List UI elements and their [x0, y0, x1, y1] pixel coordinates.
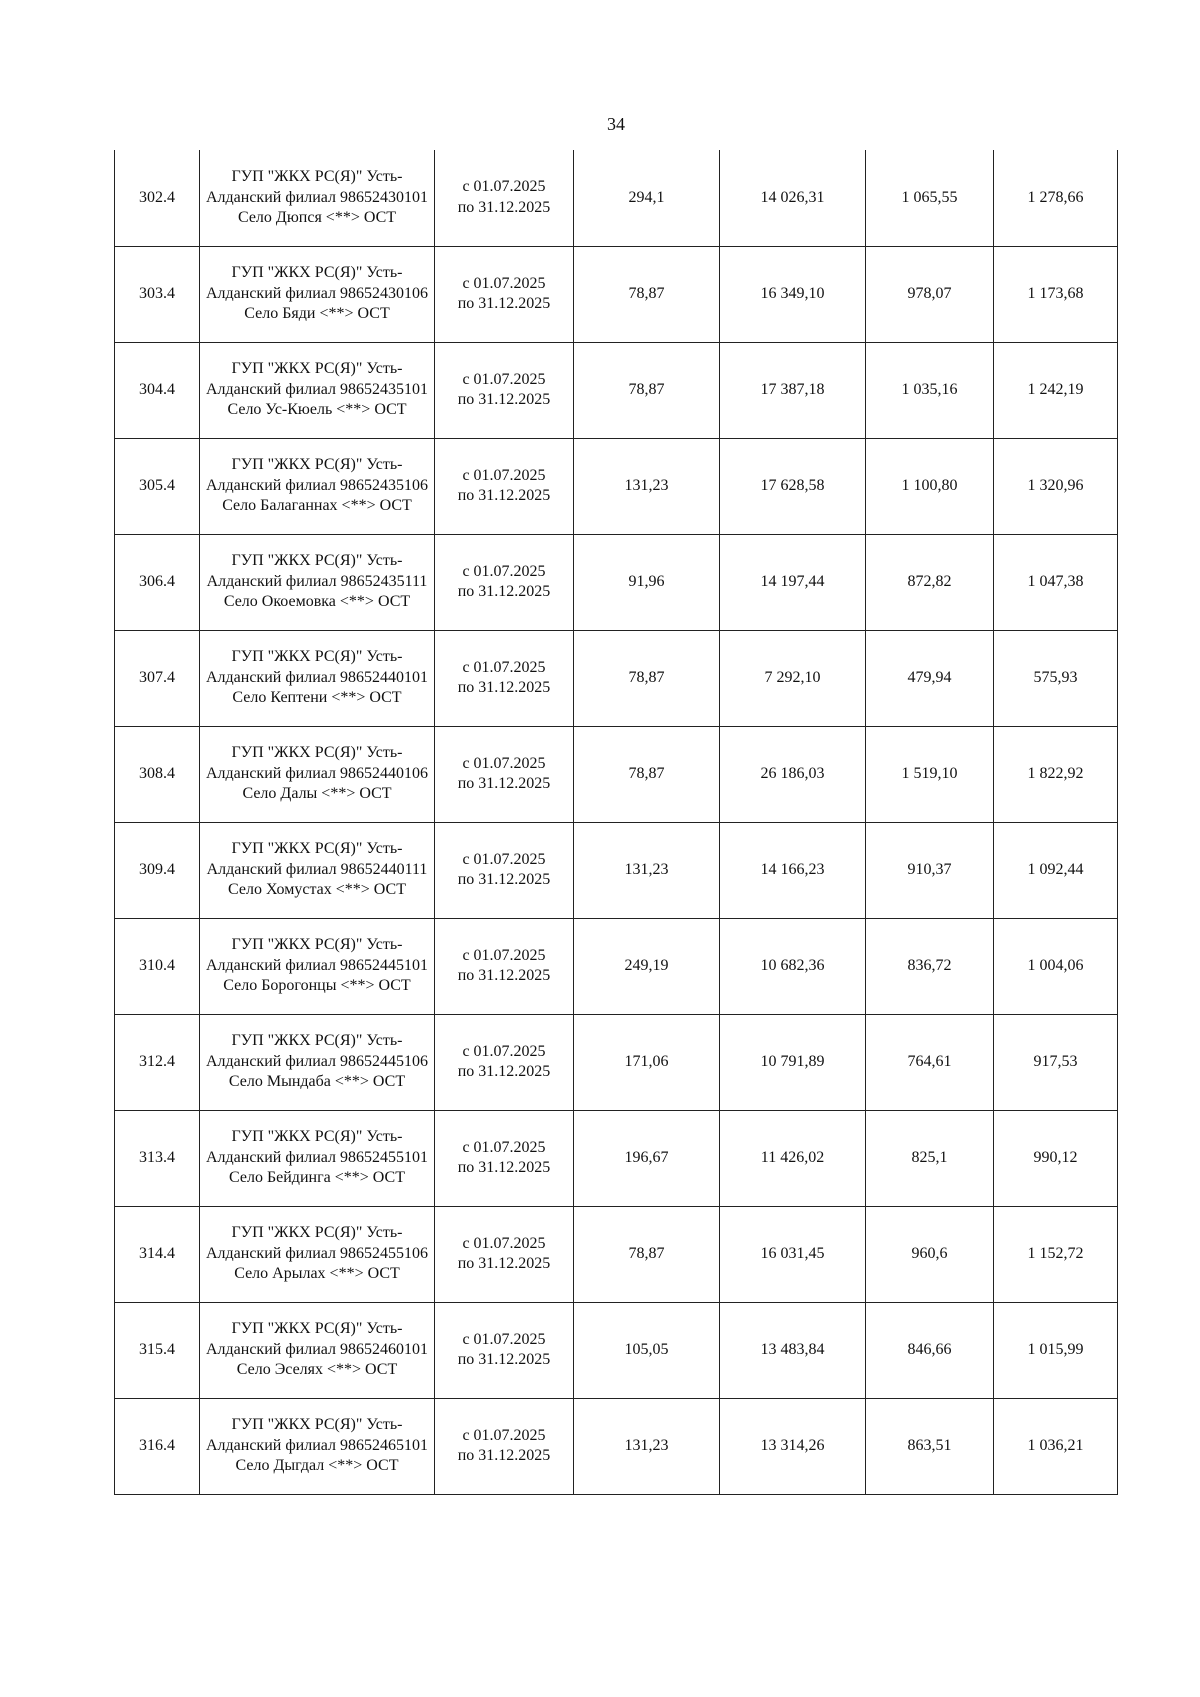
value-2-cell: 14 166,23 [720, 822, 866, 918]
value-3-cell: 479,94 [866, 630, 994, 726]
table-row [115, 1398, 1118, 1494]
organization-name-cell: ГУП "ЖКХ РС(Я)" Усть-Алданский филиал 98652455106 Село Арылах <**> ОСТ [200, 1206, 435, 1302]
tariff-table [114, 150, 1118, 1495]
value-4-cell: 1 173,68 [994, 246, 1118, 342]
row-number-cell: 307.4 [115, 630, 200, 726]
table-body [115, 150, 1118, 1494]
period-cell [435, 822, 574, 918]
organization-name-cell: ГУП "ЖКХ РС(Я)" Усть-Алданский филиал 98652455101 Село Бейдинга <**> ОСТ [200, 1110, 435, 1206]
period-from: с 01.07.2025 [462, 1330, 546, 1348]
period-from: с 01.07.2025 [462, 178, 546, 196]
value-4-cell: 1 047,38 [994, 534, 1118, 630]
organization-name-cell: ГУП "ЖКХ РС(Я)" Усть-Алданский филиал 98652435101 Село Ус-Кюель <**> ОСТ [200, 342, 435, 438]
period-from: с 01.07.2025 [462, 1138, 546, 1156]
value-3-cell: 1 065,55 [866, 150, 994, 246]
value-1-cell: 78,87 [574, 342, 720, 438]
value-2-cell: 10 791,89 [720, 1014, 866, 1110]
value-2-cell: 16 349,10 [720, 246, 866, 342]
organization-name-cell: ГУП "ЖКХ РС(Я)" Усть-Алданский филиал 98652440106 Село Далы <**> ОСТ [200, 726, 435, 822]
period-cell [435, 150, 574, 246]
value-4-cell: 1 015,99 [994, 1302, 1118, 1398]
period-from: с 01.07.2025 [462, 1234, 546, 1252]
value-2-cell: 11 426,02 [720, 1110, 866, 1206]
period-to: по 31.12.2025 [457, 1063, 551, 1080]
row-number-cell: 308.4 [115, 726, 200, 822]
value-2-cell: 17 628,58 [720, 438, 866, 534]
value-3-cell: 863,51 [866, 1398, 994, 1494]
value-1-cell: 105,05 [574, 1302, 720, 1398]
value-2-cell: 7 292,10 [720, 630, 866, 726]
organization-name-cell: ГУП "ЖКХ РС(Я)" Усть-Алданский филиал 98652465101 Село Дыгдал <**> ОСТ [200, 1398, 435, 1494]
value-2-cell: 14 197,44 [720, 534, 866, 630]
page-number: 34 [607, 114, 625, 134]
row-number-cell: 306.4 [115, 534, 200, 630]
value-3-cell: 1 519,10 [866, 726, 994, 822]
table-row [115, 822, 1118, 918]
value-4-cell: 1 278,66 [994, 150, 1118, 246]
value-2-cell: 16 031,45 [720, 1206, 866, 1302]
period-to: по 31.12.2025 [457, 1159, 551, 1176]
value-4-cell: 1 320,96 [994, 438, 1118, 534]
value-1-cell: 294,1 [574, 150, 720, 246]
table-row [115, 1110, 1118, 1206]
value-4-cell: 1 036,21 [994, 1398, 1118, 1494]
period-from: с 01.07.2025 [462, 274, 546, 292]
table-row [115, 438, 1118, 534]
value-2-cell: 26 186,03 [720, 726, 866, 822]
period-to: по 31.12.2025 [457, 1447, 551, 1464]
period-to: по 31.12.2025 [457, 487, 551, 504]
value-4-cell: 575,93 [994, 630, 1118, 726]
value-3-cell: 978,07 [866, 246, 994, 342]
value-1-cell: 131,23 [574, 822, 720, 918]
organization-name-cell: ГУП "ЖКХ РС(Я)" Усть-Алданский филиал 98652430106 Село Бяди <**> ОСТ [200, 246, 435, 342]
value-1-cell: 78,87 [574, 726, 720, 822]
organization-name-cell: ГУП "ЖКХ РС(Я)" Усть-Алданский филиал 98652460101 Село Эселях <**> ОСТ [200, 1302, 435, 1398]
period-cell [435, 342, 574, 438]
value-1-cell: 78,87 [574, 1206, 720, 1302]
organization-name-cell: ГУП "ЖКХ РС(Я)" Усть-Алданский филиал 98652440111 Село Хомустах <**> ОСТ [200, 822, 435, 918]
value-4-cell: 1 822,92 [994, 726, 1118, 822]
row-number-cell: 314.4 [115, 1206, 200, 1302]
table-row [115, 630, 1118, 726]
period-to: по 31.12.2025 [457, 775, 551, 792]
value-3-cell: 960,6 [866, 1206, 994, 1302]
value-3-cell: 764,61 [866, 1014, 994, 1110]
period-cell [435, 534, 574, 630]
table-row [115, 1302, 1118, 1398]
period-cell [435, 1398, 574, 1494]
period-cell [435, 918, 574, 1014]
period-from: с 01.07.2025 [462, 466, 546, 484]
value-4-cell: 1 092,44 [994, 822, 1118, 918]
organization-name-cell: ГУП "ЖКХ РС(Я)" Усть-Алданский филиал 98652445101 Село Борогонцы <**> ОСТ [200, 918, 435, 1014]
period-from: с 01.07.2025 [462, 1042, 546, 1060]
value-3-cell: 846,66 [866, 1302, 994, 1398]
table-row [115, 918, 1118, 1014]
value-1-cell: 91,96 [574, 534, 720, 630]
value-3-cell: 825,1 [866, 1110, 994, 1206]
table-row [115, 726, 1118, 822]
row-number-cell: 315.4 [115, 1302, 200, 1398]
period-to: по 31.12.2025 [457, 1351, 551, 1368]
value-3-cell: 872,82 [866, 534, 994, 630]
value-1-cell: 78,87 [574, 630, 720, 726]
period-cell [435, 438, 574, 534]
value-4-cell: 917,53 [994, 1014, 1118, 1110]
period-from: с 01.07.2025 [462, 754, 546, 772]
row-number-cell: 313.4 [115, 1110, 200, 1206]
period-cell [435, 1206, 574, 1302]
period-cell [435, 630, 574, 726]
value-2-cell: 17 387,18 [720, 342, 866, 438]
organization-name-cell: ГУП "ЖКХ РС(Я)" Усть-Алданский филиал 98652435106 Село Балаганнах <**> ОСТ [200, 438, 435, 534]
period-from: с 01.07.2025 [462, 562, 546, 580]
row-number-cell: 304.4 [115, 342, 200, 438]
row-number-cell: 309.4 [115, 822, 200, 918]
table-row [115, 342, 1118, 438]
value-3-cell: 836,72 [866, 918, 994, 1014]
value-3-cell: 1 100,80 [866, 438, 994, 534]
table-row [115, 1206, 1118, 1302]
value-2-cell: 13 483,84 [720, 1302, 866, 1398]
row-number-cell: 310.4 [115, 918, 200, 1014]
value-2-cell: 14 026,31 [720, 150, 866, 246]
organization-name-cell: ГУП "ЖКХ РС(Я)" Усть-Алданский филиал 98652445106 Село Мындаба <**> ОСТ [200, 1014, 435, 1110]
value-3-cell: 1 035,16 [866, 342, 994, 438]
period-to: по 31.12.2025 [457, 295, 551, 312]
row-number-cell: 316.4 [115, 1398, 200, 1494]
period-to: по 31.12.2025 [457, 871, 551, 888]
value-4-cell: 1 242,19 [994, 342, 1118, 438]
period-from: с 01.07.2025 [462, 370, 546, 388]
row-number-cell: 303.4 [115, 246, 200, 342]
period-cell [435, 1302, 574, 1398]
value-3-cell: 910,37 [866, 822, 994, 918]
organization-name-cell: ГУП "ЖКХ РС(Я)" Усть-Алданский филиал 98652430101 Село Дюпся <**> ОСТ [200, 150, 435, 246]
period-cell [435, 246, 574, 342]
period-to: по 31.12.2025 [457, 391, 551, 408]
table-row [115, 534, 1118, 630]
row-number-cell: 312.4 [115, 1014, 200, 1110]
value-1-cell: 249,19 [574, 918, 720, 1014]
organization-name-cell: ГУП "ЖКХ РС(Я)" Усть-Алданский филиал 98652440101 Село Кептени <**> ОСТ [200, 630, 435, 726]
value-1-cell: 78,87 [574, 246, 720, 342]
value-1-cell: 131,23 [574, 1398, 720, 1494]
period-cell [435, 1110, 574, 1206]
value-4-cell: 990,12 [994, 1110, 1118, 1206]
period-to: по 31.12.2025 [457, 198, 551, 216]
table-row [115, 150, 1118, 246]
table-row [115, 246, 1118, 342]
value-1-cell: 171,06 [574, 1014, 720, 1110]
period-from: с 01.07.2025 [462, 946, 546, 964]
value-2-cell: 10 682,36 [720, 918, 866, 1014]
period-to: по 31.12.2025 [457, 583, 551, 600]
row-number-cell: 302.4 [115, 150, 200, 246]
value-4-cell: 1 152,72 [994, 1206, 1118, 1302]
period-cell [435, 726, 574, 822]
period-to: по 31.12.2025 [457, 967, 551, 984]
value-1-cell: 196,67 [574, 1110, 720, 1206]
period-cell [435, 1014, 574, 1110]
period-from: с 01.07.2025 [462, 1426, 546, 1444]
period-from: с 01.07.2025 [462, 658, 546, 676]
value-2-cell: 13 314,26 [720, 1398, 866, 1494]
value-1-cell: 131,23 [574, 438, 720, 534]
period-from: с 01.07.2025 [462, 850, 546, 868]
row-number-cell: 305.4 [115, 438, 200, 534]
value-4-cell: 1 004,06 [994, 918, 1118, 1014]
period-to: по 31.12.2025 [457, 679, 551, 696]
table-row [115, 1014, 1118, 1110]
organization-name-cell: ГУП "ЖКХ РС(Я)" Усть-Алданский филиал 98652435111 Село Окоемовка <**> ОСТ [200, 534, 435, 630]
period-to: по 31.12.2025 [457, 1255, 551, 1272]
